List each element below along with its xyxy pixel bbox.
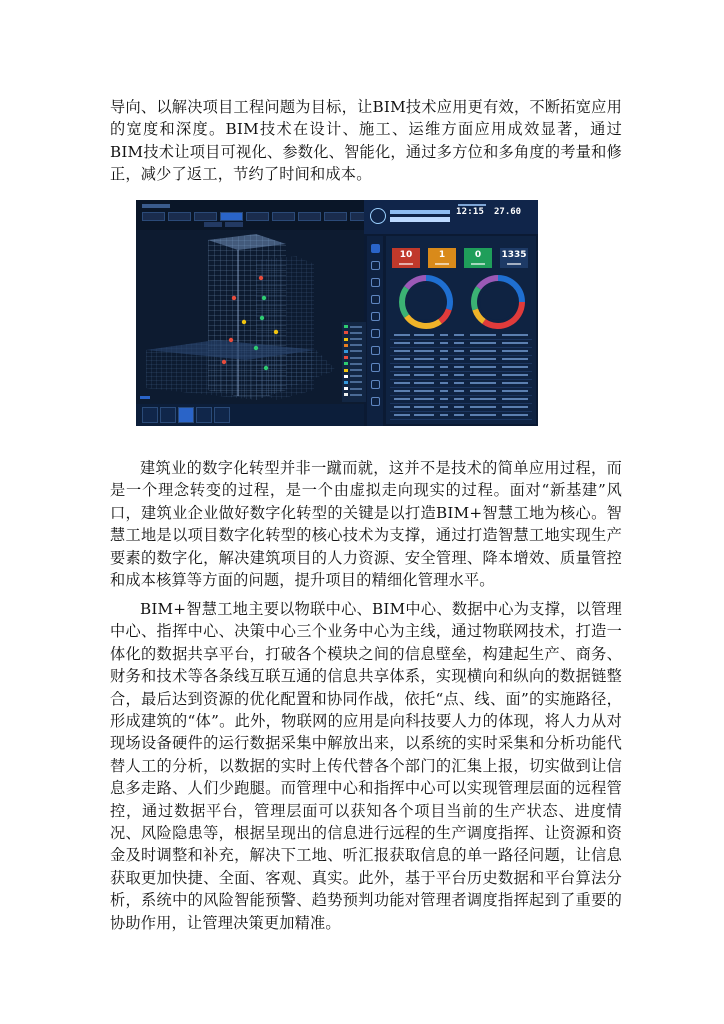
donut-center	[408, 284, 444, 320]
nav-icon[interactable]	[371, 312, 380, 321]
table-row	[390, 380, 532, 388]
table-row	[390, 356, 532, 364]
paragraph-smart-site: BIM+智慧工地主要以物联中心、BIM中心、数据中心为支撑，以管理中心、指挥中心、决策中心三个业务中心为主线，通过物联网技术，打造一体化的数据共享平台，打破各个模块之间的信息壁垒，构建起生产、商务、财务和技术等各条线互联互通的信息共享体系，实现横向和纵向的数据链整合，最后达到资源的优化配置和协同作战，依托“点、线、面”的实施路径，形成建筑的“体”。此外，物联网的应用是向科技要人力的体现，将人力从对现场设备硬件的运行数据采集中解放出来，以系统的实时采集和分析功能代替人工的分析，以数据的实时上传代替各个部门的汇集上报，切实做到让信息多走路、人们少跑腿。而管理中心和指挥中心可以实现管理层面的远程管控，通过数据平台，管理层面可以获知各个项目当前的生产状态、进度情况、风险隐患等，根据呈现出的信息进行远程的生产调度指挥、让资源和资金及时调整和补充，解决下工地、听汇报获取信息的单一路径问题，让信息获取更加快捷、全面、客观、真实。此外，基于平台历史数据和平台算法分析，系统中的风险智能预警、趋势预判功能对管理者调度指挥起到了重要的协助作用，让管理决策更加精准。	[110, 600, 622, 932]
model-icon[interactable]	[178, 407, 194, 423]
nav-icon[interactable]	[371, 261, 380, 270]
smart-site-dashboard-image	[136, 200, 538, 426]
clock-readout: 12:15	[456, 207, 485, 217]
stat-card: 1335	[500, 248, 528, 268]
date-bar	[458, 204, 486, 206]
bim-3d-view	[136, 200, 364, 426]
table-row	[390, 372, 532, 380]
header-subtitle-bar	[390, 217, 450, 222]
layers-icon[interactable]	[196, 407, 212, 423]
nav-icon[interactable]	[371, 278, 380, 287]
donut-charts	[386, 272, 536, 332]
building-icon[interactable]	[160, 407, 176, 423]
stat-card: 10	[392, 248, 420, 268]
nav-icon[interactable]	[371, 397, 380, 406]
nav-icon[interactable]	[371, 329, 380, 338]
donut-segment	[474, 288, 479, 310]
map-legend	[342, 322, 366, 402]
header-title-bar	[390, 210, 450, 214]
paragraph-bim-benefits: 导向、以解决项目工程问题为目标，让BIM技术应用更有效，不断拓宽应用的宽度和深度。BIM技术在设计、施工、运维方面应用成效显著，通过BIM技术让项目可视化、参数化、智能化，通过多方位和多角度的考量和修正，减少了返工，节约了时间和成本。	[110, 98, 622, 184]
stat-card: 0	[464, 248, 492, 268]
view-icon[interactable]	[214, 407, 230, 423]
records-table	[390, 332, 532, 420]
nav-icon[interactable]	[371, 346, 380, 355]
donut-center	[480, 284, 516, 320]
building-model-graphic	[136, 200, 364, 404]
table-row	[390, 340, 532, 348]
side-nav	[367, 236, 383, 426]
table-row	[390, 396, 532, 404]
table-row	[390, 412, 532, 420]
table-row	[390, 364, 532, 372]
stat-card: 1	[428, 248, 456, 268]
donut-segment	[402, 288, 407, 316]
logo-icon	[370, 208, 386, 224]
paragraph-digital-transformation: 建筑业的数字化转型并非一蹴而就，这并不是技术的简单应用过程，而是一个理念转变的过程，是一个由虚拟走向现实的过程。面对“新基建”风口，建筑业企业做好数字化转型的关键是以打造BIM+智慧工地为核心。智慧工地是以项目数字化转型的核心技术为支撑，通过打造智慧工地实现生产要素的数字化，解决建筑项目的人力资源、安全管理、降本增效、质量管控和成本核算等方面的问题，提升项目的精细化管理水平。	[110, 459, 622, 590]
table-row	[390, 332, 532, 340]
temperature-readout: 27.60	[494, 207, 522, 217]
dashboard-header	[364, 200, 538, 234]
nav-icon[interactable]	[371, 244, 380, 253]
bottom-toolbar	[136, 404, 364, 426]
table-row	[390, 388, 532, 396]
nav-icon[interactable]	[371, 363, 380, 372]
table-row	[390, 404, 532, 412]
home-icon[interactable]	[142, 407, 158, 423]
stats-panel	[386, 236, 536, 424]
table-row	[390, 348, 532, 356]
nav-icon[interactable]	[371, 295, 380, 304]
nav-icon[interactable]	[371, 380, 380, 389]
